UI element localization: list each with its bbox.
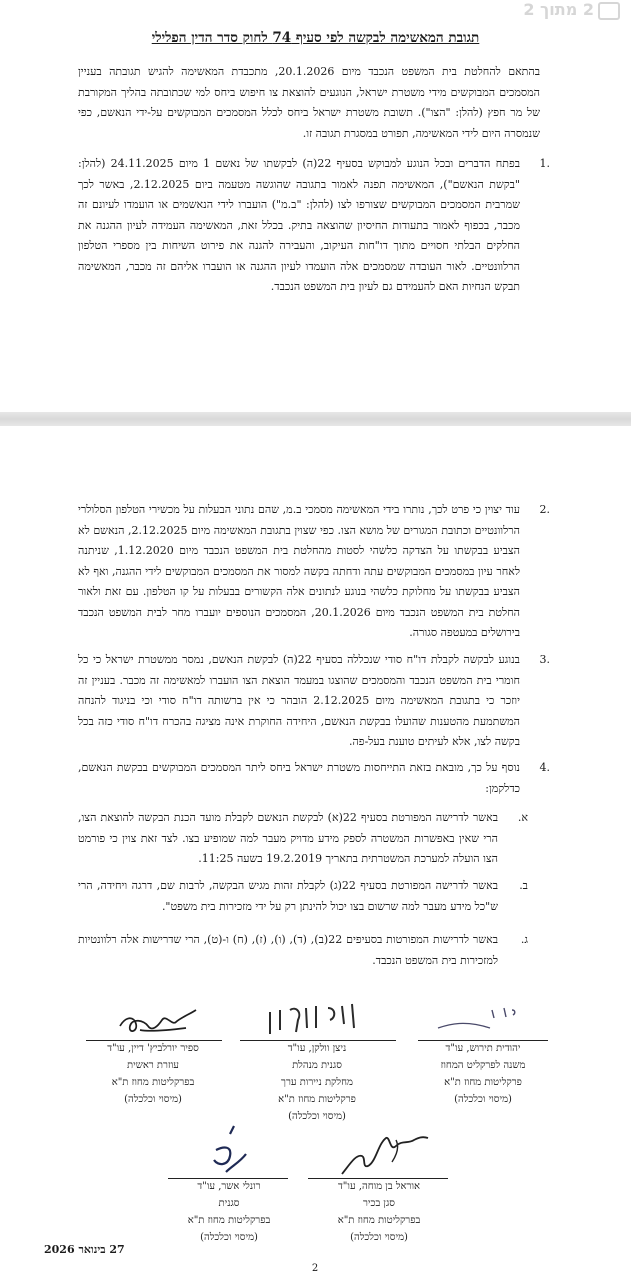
signer-department: (מיסוי וכלכלה)	[350, 1232, 408, 1243]
page-counter-text: 2 מתוך 2	[523, 0, 594, 19]
item-paragraph-3: בנוגע לבקשה לקבלת דו"ח סודי שנכללה בסעיף 22(ה) לבקשת הנאשם, נמסר ממשטרת ישראל כי כל חומרי בית המשפט הנכבד והמסמכים שהוצגו במעמד הוצאת הצו הועברו למאשימה זה מכבר. בעניין זה יוזכר כי בתגובת המאשימה מיום 2.12.2025 הובהר כי אין ברשותה דו"ח סודי וכי בניגוד להנחה המשתמעת מהטענות שהועלו בבקשת הנאשם, היחידה החוקרת אינה מציגה בהכרח דו"ח סודי כזה בכל בקשה לצו, אלא לעיתים טוענת בעל-פה.	[78, 653, 520, 748]
signature-image-yurlevich	[110, 1002, 220, 1042]
intro-paragraph: בהתאם להחלטת בית המשפט הנכבד מיום 20.1.2026, מתכבדת המאשימה להגיש תגובתה בעניין המסמכים המבוקשים מידי משטרת ישראל, הנוגעים להוצאת צו חיפוש ביחס למי שכתובתה בהליך המקורבת של מר חפץ (להלן: "הצו"). תשובת משטרת ישראל ביחס לכלל המסמכים המבוקשים על-ידי הנאשם, כפי שנמסרה היום לידי המאשימה, תפורט במסגרת תגובה זו.	[78, 65, 541, 140]
signature-image-volkan	[256, 996, 376, 1042]
signature-block-ben-moha	[294, 1178, 464, 1246]
page-counter-watermark	[470, 0, 620, 20]
signer-office: בפרקליטות מחוז ת"א	[111, 1077, 195, 1088]
page-number: 2	[311, 1263, 319, 1274]
signer-department: (מיסוי וכלכלה)	[454, 1094, 512, 1105]
document-page-1	[0, 0, 631, 412]
item-paragraph-4: נוסף על כך, מובאת בזאת התייחסות משטרת ישראל ביחס ליתר המסמכים המבוקשים בבקשת הנאשם, כדלקמן:	[78, 761, 520, 795]
signer-department: (מיסוי וכלכלה)	[124, 1094, 182, 1105]
subitem-paragraph-a: באשר לדרישה המפורטת בסעיף 22(א) לבקשת הנאשם לקבלת מועד הכנת הבקשה להוצאת הצו, הרי שאין באפשרות המשטרה לספק מידע מדויק מעבר למה שמופיע בצו. לצד זאת צוין כי פורמט הצו הועלה למערכת המשטרתית בתאריך 19.2.2019 בשעה 11:25.	[78, 811, 498, 865]
signature-image-asher	[196, 1124, 256, 1180]
signer-title: סגנית מנהלת	[292, 1060, 342, 1071]
signature-block-asher	[144, 1178, 314, 1246]
subitem-paragraph-b: באשר לדרישה המפורטת בסעיף 22(ג) לקבלת זהות מגיש הבקשה, לרבות שם, דרגה ויחידה, הרי ש"כל מידע מעבר למה שרשום בצו יכול להינתן רק על ידי מזכירות בית משפט".	[78, 879, 499, 913]
page-separator	[0, 412, 631, 426]
signature-block-yurlevich	[68, 1040, 238, 1108]
item-number: .2	[539, 503, 550, 516]
signature-block-volkan	[232, 1040, 402, 1125]
signer-department: (מיסוי וכלכלה)	[288, 1111, 346, 1122]
signer-title: סגן בכיר	[363, 1198, 395, 1209]
signature-block-tirosh	[398, 1040, 568, 1108]
signer-name: ספיר יורלביץ' דיין, עו"ד	[107, 1043, 199, 1054]
item-paragraph-2: עוד יצוין כי פרט לכך, נותרו בידי המאשימה מסמכי ב.מ, שהם נתוני הבעלות על מכשירי הטלפון הסלולרי הרלוונטיים וכתובת המגורים של מושא הצו. כפי שצוין בתגובת המאשימה מיום 2.12.2025, הנאשם לא הצביע בבקשתו על הצדקה כלשהי לסטות מהחלטת בית המשפט הנכבד מיום 1.12.2020, שניתנה לאחר עיון במסמכים המבוקשים עתה ודחתה בקשה למסור את המסמכים המבוקשים לידי ההגנה, ואף לא הצביע בבקשתו על מחלוקת כלשהי בנוגע לנתונים אלה הקשורים בבעלות על קו הטלפון. עם זאת ולאור החלטת בית המשפט הנכבד מיום 20.1.2026, המסמכים הנוספים יועברו מחר לבית המשפט הנכבד בירושלים במעטפה סגורה.	[78, 503, 521, 639]
signer-unit: מחלקת ניירות ערך	[281, 1077, 353, 1088]
subitem-label: א.	[517, 811, 528, 824]
subitem-label: ג.	[520, 933, 528, 946]
signature-image-ben-moha	[330, 1132, 440, 1182]
signer-title: סגנית	[218, 1198, 240, 1209]
page-counter-icon	[598, 2, 620, 20]
signer-office: פרקליטות מחוז ת"א	[444, 1077, 522, 1088]
signer-office: בפרקליטות מחוז ת"א	[337, 1215, 421, 1226]
item-number: .4	[539, 761, 550, 774]
signer-name: ניצן וולקן, עו"ד	[287, 1043, 347, 1054]
signature-image-tirosh	[420, 998, 530, 1042]
signer-department: (מיסוי וכלכלה)	[200, 1232, 258, 1243]
signer-office: בפרקליטות מחוז ת"א	[187, 1215, 271, 1226]
item-number: .3	[539, 653, 550, 666]
subitem-paragraph-c: באשר לדרישות המפורטות בסעיפים 22(ב), (ד), (ו), (ז), (ח) ו-(ט), הרי שדרישות אלה רלוונטיות למזכירות בית המשפט הנכבד.	[78, 933, 499, 967]
item-paragraph-1: בפתח הדברים ובכל הנוגע למבוקש בסעיף 22(ה) לבקשתו של נאשם 1 מיום 24.11.2025 (להלן: "בקשת הנאשם"), המאשימה תפנה לאמור בתגובה שהוגשה מטעמה ביום 2.12.2025, באשר לכך שמרבית המסמכים המבוקשים שצורפו לצו (להלן: "ב.מ") הועברו לידי הנאשמים או הועמדו לעיונם זה מכבר, בכפוף לאמור בתעודות החיסיון שהוצאה בתיק. בכלל זאת, המאשימה העמידה לעיון ההגנה את החלקים הבלתי חסויים מתוך דו"חות העיקוב, והעבירה להגנה את פירוט השיחות בין מספרי הטלפון הרלוונטיים. לאור העובדה שמסמכים אלה הועמדו לעיון ההגנה או הועברו אליהם זה מכבר, המאשימה תבקש הנחיות האם להעמידם גם לעיון בית המשפט הנכבד.	[78, 157, 521, 293]
signer-office: פרקליטות מחוז ת"א	[278, 1094, 356, 1105]
signer-name: יהודית תירוש, עו"ד	[445, 1043, 521, 1054]
signer-title: משנה לפרקליט המחוז	[440, 1060, 526, 1071]
subitem-label: ב.	[519, 879, 528, 892]
item-number: .1	[539, 157, 550, 170]
document-title: תגובת המאשימה לבקשה לפי סעיף 74 לחוק סדר הדין הפלילי	[151, 30, 480, 46]
signer-name: אוראל בן מוחה, עו"ד	[337, 1181, 421, 1192]
document-date: 27 בינואר 2026	[44, 1243, 125, 1256]
signer-title: עוזרת ראשית	[127, 1060, 179, 1071]
signer-name: רונלי אשר, עו"ד	[197, 1181, 261, 1192]
